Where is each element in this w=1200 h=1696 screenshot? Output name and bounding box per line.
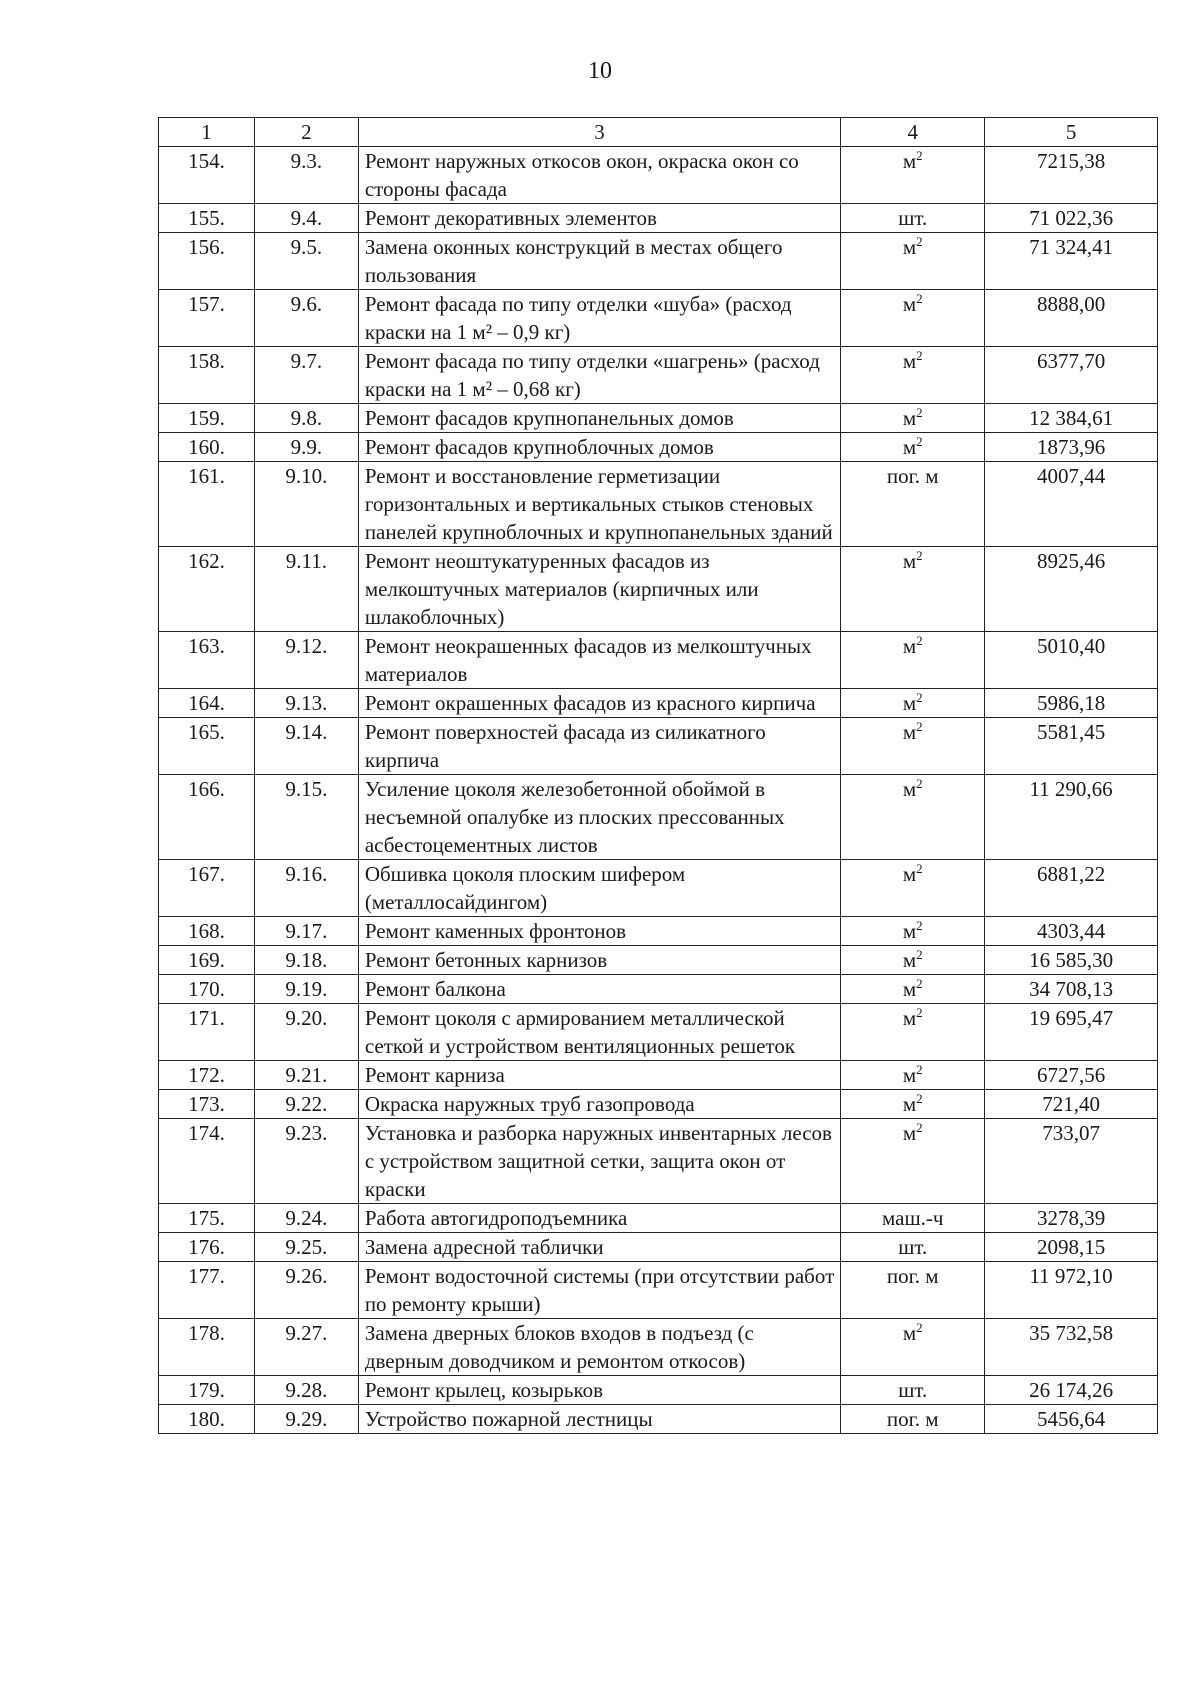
page-number: 10 bbox=[588, 58, 612, 84]
table-row bbox=[159, 547, 1158, 632]
item-name: Работа автогидроподъемника bbox=[358, 1204, 840, 1233]
price-value: 11 972,10 bbox=[985, 1262, 1158, 1319]
table-row bbox=[159, 433, 1158, 462]
item-name: Ремонт неоштукатуренных фасадов из мелкоштучных материалов (кирпичных или шлакоблочных) bbox=[358, 547, 840, 632]
unit-cell bbox=[841, 718, 985, 775]
item-code: 9.15. bbox=[254, 775, 358, 860]
price-value: 2098,15 bbox=[985, 1233, 1158, 1262]
unit-text: м bbox=[902, 777, 917, 801]
item-code: 9.16. bbox=[254, 860, 358, 917]
header-col-2: 2 bbox=[254, 118, 358, 147]
item-name: Ремонт крылец, козырьков bbox=[358, 1376, 840, 1405]
item-name: Ремонт балкона bbox=[358, 975, 840, 1004]
item-code: 9.26. bbox=[254, 1262, 358, 1319]
table-row bbox=[159, 1262, 1158, 1319]
unit-text: м bbox=[902, 691, 917, 715]
unit-cell bbox=[841, 462, 985, 547]
unit-cell bbox=[841, 433, 985, 462]
row-number: 161. bbox=[159, 462, 255, 547]
row-number: 170. bbox=[159, 975, 255, 1004]
unit-superscript: 2 bbox=[916, 348, 923, 363]
unit-superscript: 2 bbox=[916, 548, 923, 563]
item-code: 9.3. bbox=[254, 147, 358, 204]
unit-superscript: 2 bbox=[916, 1062, 923, 1077]
table-row bbox=[159, 1004, 1158, 1061]
header-col-4: 4 bbox=[841, 118, 985, 147]
table-row bbox=[159, 347, 1158, 404]
unit-cell bbox=[841, 632, 985, 689]
unit-superscript: 2 bbox=[916, 1120, 923, 1135]
unit-text: м bbox=[902, 549, 917, 573]
table-row bbox=[159, 775, 1158, 860]
price-value: 5581,45 bbox=[985, 718, 1158, 775]
price-value: 4007,44 bbox=[985, 462, 1158, 547]
unit-superscript: 2 bbox=[916, 291, 923, 306]
table-row bbox=[159, 204, 1158, 233]
unit-cell bbox=[841, 290, 985, 347]
price-value: 6377,70 bbox=[985, 347, 1158, 404]
unit-cell bbox=[841, 547, 985, 632]
table-row bbox=[159, 1319, 1158, 1376]
row-number: 173. bbox=[159, 1090, 255, 1119]
row-number: 162. bbox=[159, 547, 255, 632]
table-row bbox=[159, 1405, 1158, 1434]
item-code: 9.23. bbox=[254, 1119, 358, 1204]
unit-text: м bbox=[902, 1006, 917, 1030]
row-number: 167. bbox=[159, 860, 255, 917]
item-code: 9.9. bbox=[254, 433, 358, 462]
unit-text: м bbox=[902, 235, 917, 259]
table-row bbox=[159, 290, 1158, 347]
table-row bbox=[159, 975, 1158, 1004]
row-number: 163. bbox=[159, 632, 255, 689]
price-value: 71 022,36 bbox=[985, 204, 1158, 233]
unit-cell bbox=[841, 975, 985, 1004]
unit-text: пог. м bbox=[886, 1407, 939, 1431]
unit-superscript: 2 bbox=[916, 148, 923, 163]
unit-superscript: 2 bbox=[916, 434, 923, 449]
table-row bbox=[159, 404, 1158, 433]
table-row bbox=[159, 1233, 1158, 1262]
unit-text: м bbox=[902, 435, 917, 459]
price-value: 733,07 bbox=[985, 1119, 1158, 1204]
item-name: Ремонт неокрашенных фасадов из мелкоштучных материалов bbox=[358, 632, 840, 689]
header-col-1: 1 bbox=[159, 118, 255, 147]
item-code: 9.27. bbox=[254, 1319, 358, 1376]
unit-cell bbox=[841, 1204, 985, 1233]
item-name: Ремонт бетонных карнизов bbox=[358, 946, 840, 975]
item-code: 9.25. bbox=[254, 1233, 358, 1262]
table-row bbox=[159, 462, 1158, 547]
unit-text: м bbox=[902, 149, 917, 173]
unit-cell bbox=[841, 1319, 985, 1376]
item-code: 9.11. bbox=[254, 547, 358, 632]
table-row bbox=[159, 1090, 1158, 1119]
price-value: 19 695,47 bbox=[985, 1004, 1158, 1061]
unit-text: м bbox=[902, 1063, 917, 1087]
row-number: 178. bbox=[159, 1319, 255, 1376]
unit-superscript: 2 bbox=[916, 918, 923, 933]
item-code: 9.13. bbox=[254, 689, 358, 718]
price-value: 8925,46 bbox=[985, 547, 1158, 632]
table-row bbox=[159, 233, 1158, 290]
unit-text: шт. bbox=[898, 1235, 928, 1259]
table-row bbox=[159, 1061, 1158, 1090]
header-col-3: 3 bbox=[358, 118, 840, 147]
price-value: 3278,39 bbox=[985, 1204, 1158, 1233]
item-name: Обшивка цоколя плоским шифером (металлосайдингом) bbox=[358, 860, 840, 917]
price-value: 7215,38 bbox=[985, 147, 1158, 204]
item-name: Ремонт наружных откосов окон, окраска окон со стороны фасада bbox=[358, 147, 840, 204]
unit-text: м bbox=[902, 406, 917, 430]
row-number: 159. bbox=[159, 404, 255, 433]
row-number: 166. bbox=[159, 775, 255, 860]
unit-text: м bbox=[902, 862, 917, 886]
unit-text: м bbox=[902, 977, 917, 1001]
unit-superscript: 2 bbox=[916, 776, 923, 791]
unit-cell bbox=[841, 1233, 985, 1262]
unit-cell bbox=[841, 689, 985, 718]
price-value: 34 708,13 bbox=[985, 975, 1158, 1004]
item-name: Замена адресной таблички bbox=[358, 1233, 840, 1262]
unit-superscript: 2 bbox=[916, 719, 923, 734]
item-code: 9.12. bbox=[254, 632, 358, 689]
unit-cell bbox=[841, 860, 985, 917]
price-value: 4303,44 bbox=[985, 917, 1158, 946]
price-value: 26 174,26 bbox=[985, 1376, 1158, 1405]
row-number: 168. bbox=[159, 917, 255, 946]
unit-superscript: 2 bbox=[916, 633, 923, 648]
item-name: Ремонт и восстановление герметизации горизонтальных и вертикальных стыков стеновых панелей крупноблочных и крупнопанельных зданий bbox=[358, 462, 840, 547]
price-table bbox=[158, 117, 1158, 1434]
item-name: Ремонт цоколя с армированием металлической сеткой и устройством вентиляционных решеток bbox=[358, 1004, 840, 1061]
item-code: 9.18. bbox=[254, 946, 358, 975]
unit-cell bbox=[841, 946, 985, 975]
unit-text: пог. м bbox=[886, 464, 939, 488]
item-code: 9.17. bbox=[254, 917, 358, 946]
row-number: 174. bbox=[159, 1119, 255, 1204]
row-number: 160. bbox=[159, 433, 255, 462]
item-name: Ремонт каменных фронтонов bbox=[358, 917, 840, 946]
unit-superscript: 2 bbox=[916, 1320, 923, 1335]
unit-text: м bbox=[902, 1092, 917, 1116]
item-code: 9.7. bbox=[254, 347, 358, 404]
row-number: 165. bbox=[159, 718, 255, 775]
item-name: Замена оконных конструкций в местах общего пользования bbox=[358, 233, 840, 290]
unit-text: м bbox=[902, 1321, 917, 1345]
unit-cell bbox=[841, 233, 985, 290]
item-code: 9.5. bbox=[254, 233, 358, 290]
unit-text: шт. bbox=[898, 206, 928, 230]
row-number: 180. bbox=[159, 1405, 255, 1434]
unit-text: м bbox=[902, 919, 917, 943]
row-number: 176. bbox=[159, 1233, 255, 1262]
item-code: 9.24. bbox=[254, 1204, 358, 1233]
unit-cell bbox=[841, 1405, 985, 1434]
unit-superscript: 2 bbox=[916, 1091, 923, 1106]
item-code: 9.14. bbox=[254, 718, 358, 775]
item-name: Ремонт окрашенных фасадов из красного кирпича bbox=[358, 689, 840, 718]
item-name: Ремонт карниза bbox=[358, 1061, 840, 1090]
price-value: 8888,00 bbox=[985, 290, 1158, 347]
unit-text: м bbox=[902, 948, 917, 972]
row-number: 164. bbox=[159, 689, 255, 718]
unit-cell bbox=[841, 404, 985, 433]
price-value: 35 732,58 bbox=[985, 1319, 1158, 1376]
unit-text: маш.-ч bbox=[881, 1206, 944, 1230]
unit-cell bbox=[841, 917, 985, 946]
unit-text: пог. м bbox=[886, 1264, 939, 1288]
item-name: Ремонт декоративных элементов bbox=[358, 204, 840, 233]
price-value: 16 585,30 bbox=[985, 946, 1158, 975]
unit-cell bbox=[841, 1061, 985, 1090]
unit-text: м bbox=[902, 292, 917, 316]
item-code: 9.29. bbox=[254, 1405, 358, 1434]
price-value: 11 290,66 bbox=[985, 775, 1158, 860]
unit-cell bbox=[841, 147, 985, 204]
unit-superscript: 2 bbox=[916, 405, 923, 420]
price-value: 5456,64 bbox=[985, 1405, 1158, 1434]
unit-cell bbox=[841, 1004, 985, 1061]
table-row bbox=[159, 1204, 1158, 1233]
unit-cell bbox=[841, 1119, 985, 1204]
table-row bbox=[159, 632, 1158, 689]
unit-text: м bbox=[902, 1121, 917, 1145]
unit-superscript: 2 bbox=[916, 947, 923, 962]
unit-text: м bbox=[902, 349, 917, 373]
row-number: 156. bbox=[159, 233, 255, 290]
price-value: 6727,56 bbox=[985, 1061, 1158, 1090]
row-number: 155. bbox=[159, 204, 255, 233]
item-name: Ремонт фасада по типу отделки «шуба» (расход краски на 1 м² – 0,9 кг) bbox=[358, 290, 840, 347]
item-code: 9.6. bbox=[254, 290, 358, 347]
table-row bbox=[159, 1119, 1158, 1204]
unit-text: м bbox=[902, 720, 917, 744]
unit-superscript: 2 bbox=[916, 1005, 923, 1020]
row-number: 169. bbox=[159, 946, 255, 975]
unit-cell bbox=[841, 1090, 985, 1119]
header-col-5: 5 bbox=[985, 118, 1158, 147]
item-name: Устройство пожарной лестницы bbox=[358, 1405, 840, 1434]
row-number: 172. bbox=[159, 1061, 255, 1090]
row-number: 179. bbox=[159, 1376, 255, 1405]
item-name: Ремонт поверхностей фасада из силикатного кирпича bbox=[358, 718, 840, 775]
table-row bbox=[159, 860, 1158, 917]
item-code: 9.22. bbox=[254, 1090, 358, 1119]
table-header-row bbox=[159, 118, 1158, 147]
price-value: 1873,96 bbox=[985, 433, 1158, 462]
row-number: 154. bbox=[159, 147, 255, 204]
price-value: 5986,18 bbox=[985, 689, 1158, 718]
row-number: 171. bbox=[159, 1004, 255, 1061]
price-value: 5010,40 bbox=[985, 632, 1158, 689]
unit-cell bbox=[841, 1262, 985, 1319]
item-name: Замена дверных блоков входов в подъезд (с дверным доводчиком и ремонтом откосов) bbox=[358, 1319, 840, 1376]
item-name: Ремонт фасада по типу отделки «шагрень» (расход краски на 1 м² – 0,68 кг) bbox=[358, 347, 840, 404]
unit-superscript: 2 bbox=[916, 861, 923, 876]
item-code: 9.21. bbox=[254, 1061, 358, 1090]
item-name: Усиление цоколя железобетонной обоймой в несъемной опалубке из плоских прессованных асбестоцементных листов bbox=[358, 775, 840, 860]
table-row bbox=[159, 147, 1158, 204]
item-name: Ремонт фасадов крупнопанельных домов bbox=[358, 404, 840, 433]
table-row bbox=[159, 1376, 1158, 1405]
table-row bbox=[159, 718, 1158, 775]
table-row bbox=[159, 689, 1158, 718]
item-code: 9.10. bbox=[254, 462, 358, 547]
item-code: 9.19. bbox=[254, 975, 358, 1004]
unit-superscript: 2 bbox=[916, 234, 923, 249]
unit-superscript: 2 bbox=[916, 690, 923, 705]
row-number: 175. bbox=[159, 1204, 255, 1233]
row-number: 158. bbox=[159, 347, 255, 404]
item-code: 9.4. bbox=[254, 204, 358, 233]
unit-cell bbox=[841, 775, 985, 860]
unit-superscript: 2 bbox=[916, 976, 923, 991]
unit-text: м bbox=[902, 634, 917, 658]
item-name: Ремонт водосточной системы (при отсутствии работ по ремонту крыши) bbox=[358, 1262, 840, 1319]
item-code: 9.8. bbox=[254, 404, 358, 433]
unit-cell bbox=[841, 204, 985, 233]
unit-cell bbox=[841, 347, 985, 404]
item-code: 9.20. bbox=[254, 1004, 358, 1061]
unit-cell bbox=[841, 1376, 985, 1405]
item-name: Установка и разборка наружных инвентарных лесов с устройством защитной сетки, защита окон от краски bbox=[358, 1119, 840, 1204]
price-value: 12 384,61 bbox=[985, 404, 1158, 433]
unit-text: шт. bbox=[898, 1378, 928, 1402]
item-name: Окраска наружных труб газопровода bbox=[358, 1090, 840, 1119]
row-number: 157. bbox=[159, 290, 255, 347]
table-row bbox=[159, 917, 1158, 946]
item-name: Ремонт фасадов крупноблочных домов bbox=[358, 433, 840, 462]
price-value: 6881,22 bbox=[985, 860, 1158, 917]
item-code: 9.28. bbox=[254, 1376, 358, 1405]
row-number: 177. bbox=[159, 1262, 255, 1319]
table-row bbox=[159, 946, 1158, 975]
price-value: 71 324,41 bbox=[985, 233, 1158, 290]
price-value: 721,40 bbox=[985, 1090, 1158, 1119]
